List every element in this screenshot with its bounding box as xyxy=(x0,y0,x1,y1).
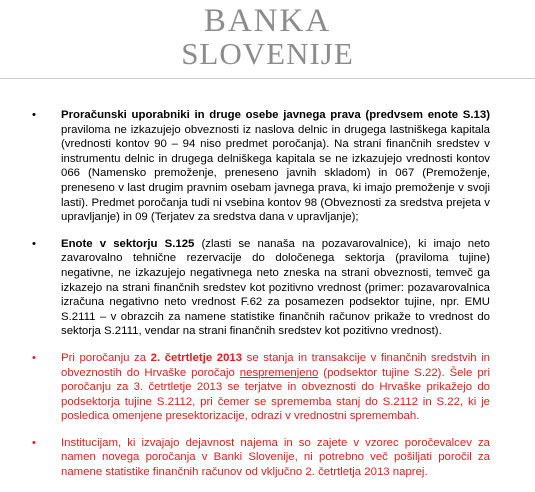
item-heading: Proračunski uporabniki in druge osebe javnega prava (predvsem enote S.13) xyxy=(61,109,490,121)
bullet-icon: • xyxy=(32,109,36,121)
item-highlight: 2. četrtletje 2013 xyxy=(150,351,243,364)
item-text: (zlasti se nanaša na pozavarovalnice), ki imajo neto zavarovalno tehnične rezervacije do določenega sektorja (praviloma tujine) negativne, ne izkazujejo negativnega neto zneska na strani obveznosti, temveč ga izkazejo na strani finančnih sredstev kot pozitivno vrednost (primer: pozavarovalnica izračuna negativno neto vrednost F.62 za posamezen podsektor tujine, npr. EMU S.2111 – v obrazcih za namene statistike finančnih računov prikaže to vrednost do sektorja S.2111, vendar na strani finančnih sredstev kot pozitivno vrednost). xyxy=(61,237,490,338)
list-item-leasing xyxy=(32,436,490,480)
bullet-icon: • xyxy=(32,351,36,364)
item-underlined: nespremenjeno xyxy=(239,366,319,379)
logo-divider xyxy=(0,78,535,79)
bullet-icon: • xyxy=(32,237,36,250)
bank-logo xyxy=(0,4,535,70)
logo-line-banka: BANKA xyxy=(203,3,332,39)
bullet-icon: • xyxy=(32,436,36,449)
item-text: se stanja in transakcije v finančnih sredstvih in obveznostih do Hrvaške poročajo xyxy=(61,351,490,379)
item-text: praviloma ne izkazujejo obveznosti iz naslova delnic in drugega lastniškega kapitala (vrednosti kontov 90 – 94 niso predmet poročanja). Na strani finančnih sredstev v instrumentu delnic in drugega delniškega kapitala se ne izkazujejo vrednosti kontov 066 (Namensko premoženje, preneseno javnih skladom) in 067 (Premoženje, preneseno v last drugim pravnim osebam javnega prava, ki imajo premoženje v svoji lasti). Predmet poročanja tudi ni vsebina kontov 98 (Obveznosti za sredstva prejeta v upravljanje) in 09 (Terjatev za sredstva dana v upravljanje); xyxy=(61,123,490,224)
item-text: Pri poročanju za xyxy=(61,351,151,364)
item-heading: Enote v sektorju S.125 xyxy=(61,237,195,250)
document-body xyxy=(32,108,490,492)
logo-line-slovenije: SLOVENIJE xyxy=(181,36,354,71)
item-text: (podsektor tujine S.22). Šele pri poročanju za 3. četrtletje 2013 se terjatve in obveznosti do Hrvaške prikažejo do podsektorja tujine S.2112, pri čemer se sprememba stanj do S.2112 in S.22, ki je posledica omenjene presektorizacije, odrazi v vrednostni spremembah. xyxy=(61,366,491,423)
item-text: Institucijam, ki izvajajo dejavnost najema in so zajete v vzorec poročevalcev za namen novega poročanja v Banki Slovenije, ni potrebno več pošiljati poročil za namene statistike finančnih računov od vključno 2. četrtletja 2013 naprej. xyxy=(61,436,490,479)
list-item-public-law xyxy=(32,108,490,225)
list-item-croatia xyxy=(32,351,490,424)
list-item-s125 xyxy=(32,237,490,339)
